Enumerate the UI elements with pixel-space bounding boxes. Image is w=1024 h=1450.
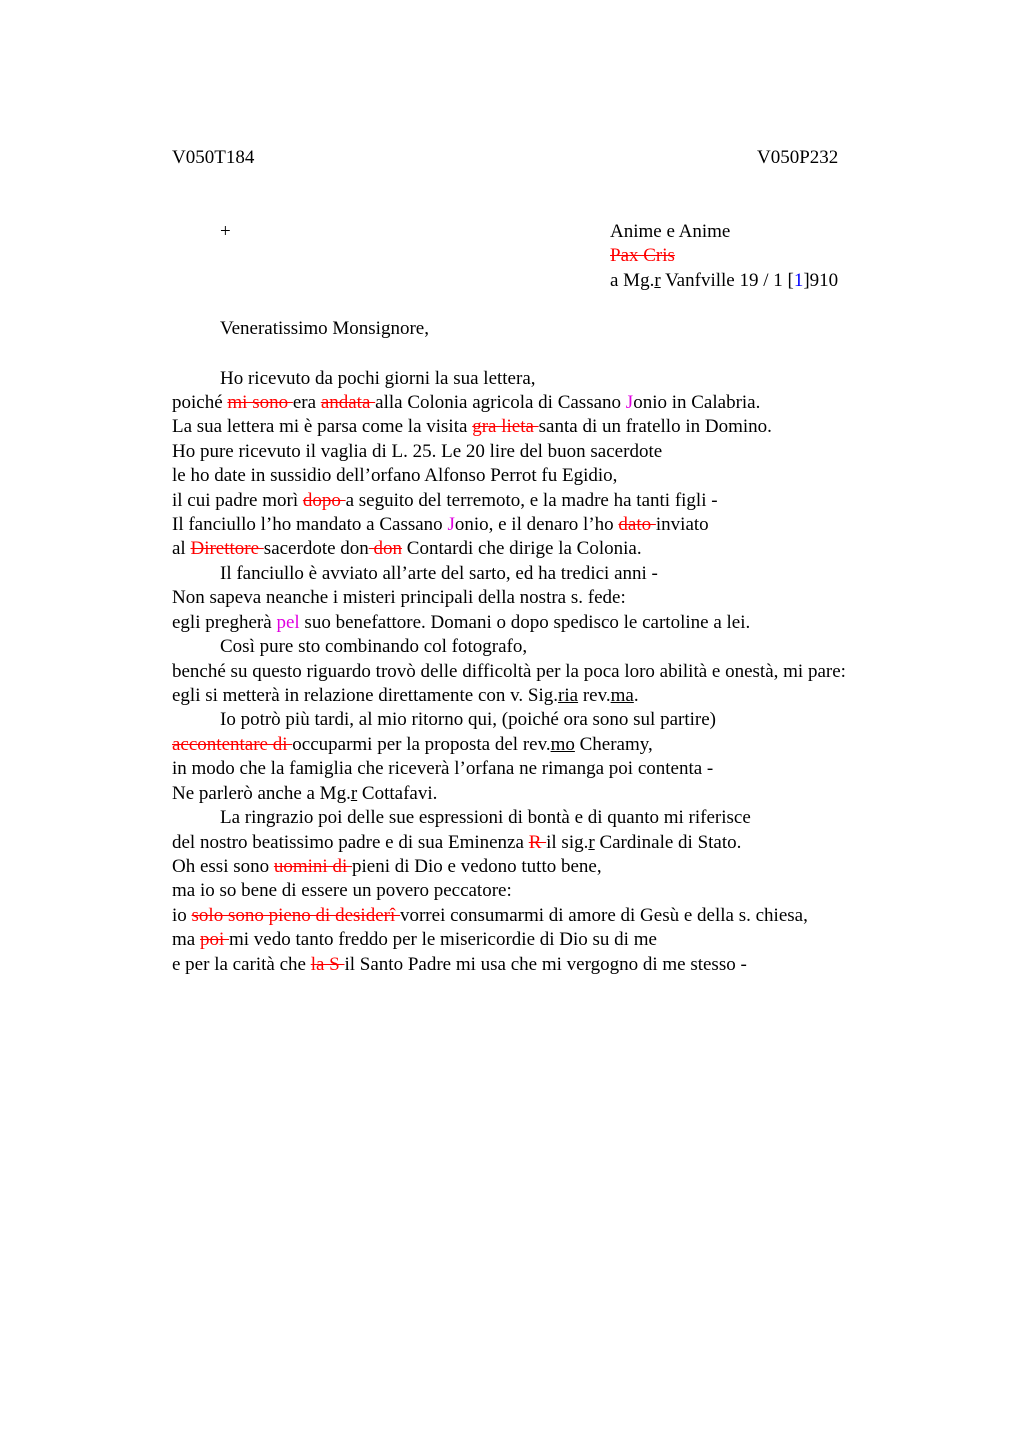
underlined-run: r: [350, 783, 358, 804]
body-line: Non sapeva neanche i misteri principali della nostra s. fede:: [172, 587, 626, 608]
text-run: vorrei consumarmi di amore di Gesù e della s. chiesa,: [399, 905, 808, 926]
correction-word: pel: [276, 612, 300, 633]
editorial-insertion: 1: [793, 270, 804, 291]
text-run: e per la carità che: [172, 954, 311, 975]
dateline-deleted: [610, 244, 675, 268]
body-line: [172, 611, 750, 635]
deletion: andata: [320, 392, 376, 413]
deletion: la S: [310, 954, 345, 975]
underlined-run: r: [588, 832, 595, 853]
cross-mark: +: [220, 221, 231, 242]
deletion: Pax Cris: [610, 245, 675, 266]
text-run: La sua lettera mi è parsa come la visita: [172, 416, 473, 437]
text-run: poiché: [172, 392, 228, 413]
body-line: [172, 782, 437, 806]
text-run: occuparmi per la proposta del rev.: [292, 734, 551, 755]
dateline-date: [610, 269, 838, 293]
text-run: onio in Calabria.: [633, 392, 761, 413]
text-run: alla Colonia agricola di Cassano: [375, 392, 626, 413]
text-run: Oh essi sono: [172, 856, 274, 877]
body-line: in modo che la famiglia che riceverà l’orfana ne rimanga poi contenta -: [172, 758, 714, 779]
doc-code-right: V050P232: [757, 147, 839, 168]
body-line: Così pure sto combinando col fotografo,: [220, 636, 528, 657]
dateline-place: Anime e Anime: [610, 221, 731, 242]
body-line: ma io so bene di essere un povero peccatore:: [172, 880, 512, 901]
body-line: [172, 537, 642, 561]
deletion: Direttore: [190, 538, 264, 559]
deletion: dopo: [302, 490, 346, 511]
correction-letter: J: [625, 392, 634, 413]
text-run: ma: [172, 929, 200, 950]
body-line: [172, 733, 653, 757]
deletion: R: [528, 832, 547, 853]
text-run: a Mg.: [610, 270, 655, 291]
body-line: [172, 415, 772, 439]
text-run: del nostro beatissimo padre e di sua Eminenza: [172, 832, 529, 853]
text-run: egli si metterà in relazione direttamente con v. Sig.: [172, 685, 559, 706]
body-line: [172, 953, 747, 977]
text-run: .: [633, 685, 639, 706]
deletion: dato: [618, 514, 656, 535]
text-run: santa di un fratello in Domino.: [538, 416, 772, 437]
doc-code-left: V050T184: [172, 147, 255, 168]
underlined-run: mo: [550, 734, 575, 755]
body-line: Ho pure ricevuto il vaglia di L. 25. Le 20 lire del buon sacerdote: [172, 441, 663, 462]
text-run: Cottafavi.: [357, 783, 438, 804]
text-run: il Santo Padre mi usa che mi vergogno di me stesso -: [344, 954, 747, 975]
text-run: io: [172, 905, 192, 926]
text-run: il sig.: [546, 832, 589, 853]
underlined-run: ria: [558, 685, 579, 706]
underlined-run: ma: [610, 685, 634, 706]
body-line: [172, 684, 639, 708]
text-run: Contardi che dirige la Colonia.: [402, 538, 642, 559]
text-run: Vanfville 19 / 1 [: [660, 270, 794, 291]
text-run: mi vedo tanto freddo per le misericordie di Dio su di me: [229, 929, 657, 950]
body-line: [172, 489, 718, 513]
text-run: a seguito del terremoto, e la madre ha tanti figli -: [345, 490, 718, 511]
body-line: Io potrò più tardi, al mio ritorno qui, (poiché ora sono sul partire): [220, 709, 716, 730]
text-run: il cui padre morì: [172, 490, 303, 511]
deletion: poi: [199, 929, 229, 950]
text-run: suo benefattore. Domani o dopo spedisco le cartoline a lei.: [299, 612, 751, 633]
text-run: inviato: [655, 514, 709, 535]
body-line: La ringrazio poi delle sue espressioni di bontà e di quanto mi riferisce: [220, 807, 751, 828]
deletion: uomini di: [273, 856, 352, 877]
text-run: Cheramy,: [574, 734, 653, 755]
body-line: [172, 928, 657, 952]
text-run: pieni di Dio e vedono tutto bene,: [352, 856, 602, 877]
deletion: don: [368, 538, 403, 559]
correction-letter: J: [447, 514, 455, 535]
text-run: sacerdote don: [263, 538, 369, 559]
text-run: Ne parlerò anche a Mg.: [172, 783, 351, 804]
body-line: [172, 513, 709, 537]
text-run: egli pregherà: [172, 612, 277, 633]
underlined-run: r: [654, 270, 661, 291]
body-line: [172, 831, 741, 855]
deletion: gra lieta: [472, 416, 539, 437]
body-line: [172, 855, 602, 879]
deletion: mi sono: [227, 392, 293, 413]
salutation: Veneratissimo Monsignore,: [220, 318, 429, 339]
body-line: benché su questo riguardo trovò delle difficoltà per la poca loro abilità e onestà, mi pare:: [172, 661, 846, 682]
text-run: onio, e il denaro l’ho: [454, 514, 619, 535]
body-line: [172, 391, 760, 415]
body-line: le ho date in sussidio dell’orfano Alfonso Perrot fu Egidio,: [172, 465, 618, 486]
body-line: Il fanciullo è avviato all’arte del sarto, ed ha tredici anni -: [220, 563, 658, 584]
text-run: al: [172, 538, 191, 559]
deletion: solo sono pieno di desiderî: [191, 905, 400, 926]
text-run: era: [292, 392, 321, 413]
body-line: Ho ricevuto da pochi giorni la sua lettera,: [220, 368, 536, 389]
deletion: accontentare di: [172, 734, 293, 755]
text-run: Cardinale di Stato.: [594, 832, 742, 853]
body-line: [172, 904, 808, 928]
text-run: rev.: [578, 685, 611, 706]
text-run: Il fanciullo l’ho mandato a Cassano: [172, 514, 448, 535]
text-run: ]910: [803, 270, 839, 291]
